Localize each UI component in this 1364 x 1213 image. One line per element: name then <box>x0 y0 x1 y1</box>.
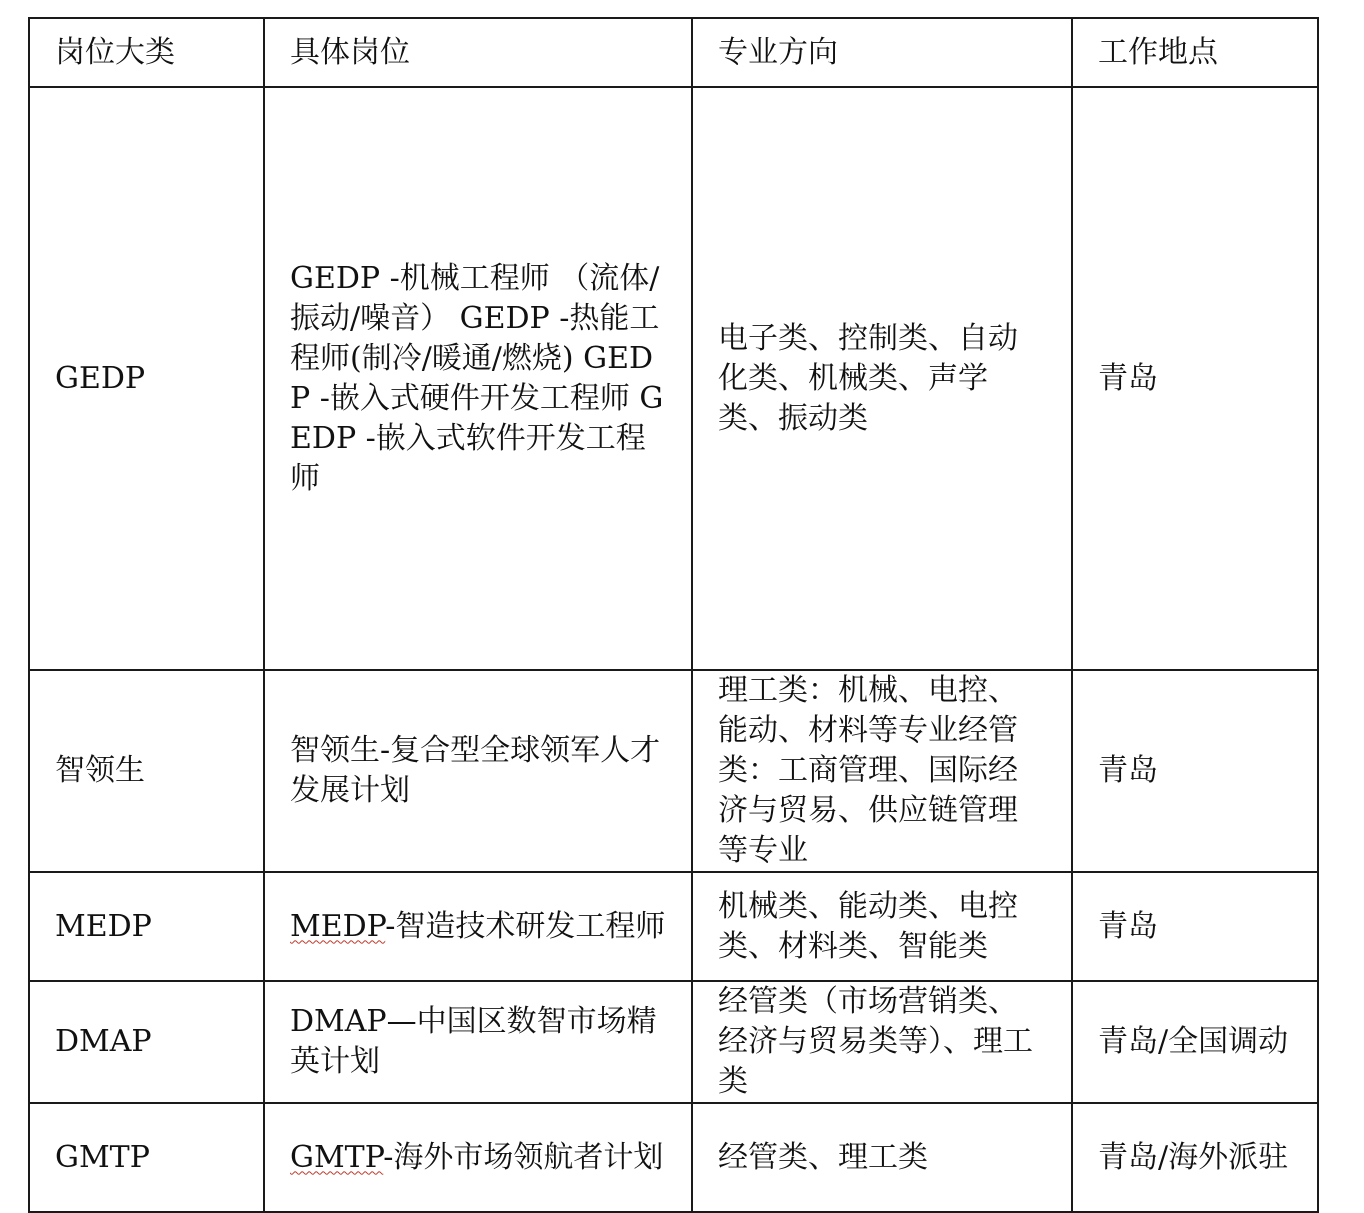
cell-location: 青岛 <box>1072 87 1318 670</box>
table-row <box>29 670 1318 872</box>
table-row <box>29 872 1318 981</box>
cell-location: 青岛/海外派驻 <box>1072 1103 1318 1212</box>
cell-category: 智领生 <box>29 670 264 872</box>
position-code: GMTP <box>290 1139 384 1175</box>
job-positions-table <box>28 17 1319 1213</box>
cell-major: 理工类：机械、电控、能动、材料等专业经管类：工商管理、国际经济与贸易、供应链管理等专业 <box>692 670 1072 872</box>
cell-location: 青岛 <box>1072 872 1318 981</box>
cell-category: GEDP <box>29 87 264 670</box>
header-location: 工作地点 <box>1072 18 1318 87</box>
cell-category: GMTP <box>29 1103 264 1212</box>
cell-category: DMAP <box>29 981 264 1103</box>
header-category: 岗位大类 <box>29 18 264 87</box>
table-row <box>29 981 1318 1103</box>
position-title: -智造技术研发工程师 <box>385 908 666 944</box>
cell-major: 经管类（市场营销类、经济与贸易类等）、理工类 <box>692 981 1072 1103</box>
cell-category: MEDP <box>29 872 264 981</box>
cell-position <box>264 872 692 981</box>
cell-location: 青岛/全国调动 <box>1072 981 1318 1103</box>
position-title: -海外市场领航者计划 <box>383 1139 664 1175</box>
header-position: 具体岗位 <box>264 18 692 87</box>
cell-position: DMAP—中国区数智市场精英计划 <box>264 981 692 1103</box>
table-header-row <box>29 18 1318 87</box>
cell-major: 经管类、理工类 <box>692 1103 1072 1212</box>
cell-position: 智领生-复合型全球领军人才发展计划 <box>264 670 692 872</box>
cell-position <box>264 1103 692 1212</box>
cell-position: GEDP -机械工程师 （流体/振动/噪音） GEDP -热能工程师(制冷/暖通/燃烧) GEDP -嵌入式硬件开发工程师 GEDP -嵌入式软件开发工程师 <box>264 87 692 670</box>
cell-major: 机械类、能动类、电控类、材料类、智能类 <box>692 872 1072 981</box>
table-row <box>29 1103 1318 1212</box>
cell-major: 电子类、控制类、自动化类、机械类、声学类、振动类 <box>692 87 1072 670</box>
table-row <box>29 87 1318 670</box>
header-major: 专业方向 <box>692 18 1072 87</box>
position-code: MEDP <box>290 908 386 944</box>
cell-location: 青岛 <box>1072 670 1318 872</box>
